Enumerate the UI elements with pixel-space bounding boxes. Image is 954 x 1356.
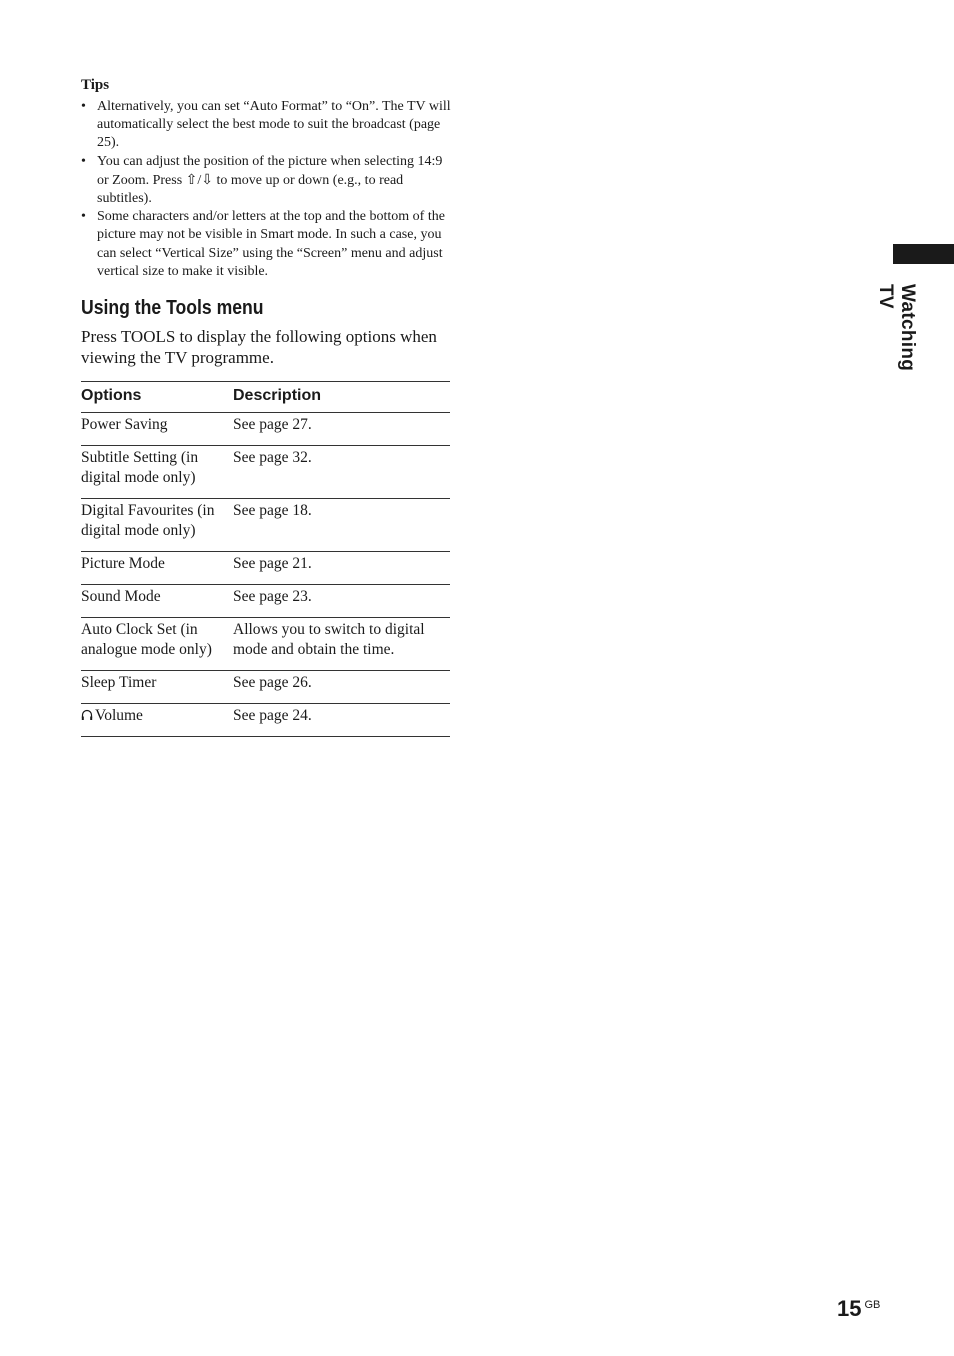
option-cell: Picture Mode — [81, 552, 233, 585]
section-side-label: Watching TV — [875, 284, 918, 372]
page-number-suffix: GB — [864, 1299, 881, 1311]
tip-item: • Some characters and/or letters at the top and the bottom of the picture may not be visible in Smart mode. In such a case, you can select “Vertical Size” using the “Screen” menu and adjust vertical size to make it visible. — [81, 208, 453, 281]
option-cell: Sleep Timer — [81, 671, 233, 704]
tip-text: You can adjust the position of the picture when selecting 14:9 or Zoom. Press — [97, 153, 443, 188]
table-row — [81, 413, 450, 446]
column-header-description: Description — [233, 382, 450, 413]
option-cell: Subtitle Setting (in digital mode only) — [81, 446, 233, 499]
description-cell: See page 18. — [233, 499, 450, 552]
section-intro: Press TOOLS to display the following options when viewing the TV programme. — [81, 327, 437, 367]
table-row — [81, 499, 450, 552]
tools-options-table — [81, 381, 450, 737]
table-row — [81, 552, 450, 585]
description-cell: See page 32. — [233, 446, 450, 499]
option-cell — [81, 704, 233, 737]
section-title: Using the Tools menu — [81, 297, 264, 319]
tip-item: • Alternatively, you can set “Auto Format” to “On”. The TV will automatically select the best mode to suit the broadcast (page 25). — [81, 98, 453, 153]
table-row — [81, 618, 450, 671]
option-cell: Power Saving — [81, 413, 233, 446]
tip-slash: / — [197, 172, 202, 188]
column-header-options: Options — [81, 382, 233, 413]
arrow-up-icon: ⇧ — [185, 171, 198, 188]
headphones-icon — [81, 709, 93, 721]
description-cell: See page 23. — [233, 585, 450, 618]
description-cell: See page 24. — [233, 704, 450, 737]
table-header-row — [81, 382, 450, 413]
tips-heading: Tips — [81, 77, 110, 93]
table-row — [81, 704, 450, 737]
tip-item — [81, 153, 453, 209]
table-row — [81, 446, 450, 499]
option-cell: Sound Mode — [81, 585, 233, 618]
description-cell: See page 26. — [233, 671, 450, 704]
description-cell: Allows you to switch to digital mode and obtain the time. — [233, 618, 450, 671]
section-tab-marker — [893, 244, 954, 264]
description-cell: See page 21. — [233, 552, 450, 585]
page-number — [837, 1296, 880, 1322]
description-cell: See page 27. — [233, 413, 450, 446]
table-row — [81, 585, 450, 618]
tips-list — [81, 98, 453, 281]
option-cell: Auto Clock Set (in analogue mode only) — [81, 618, 233, 671]
arrow-down-icon: ⇩ — [201, 171, 214, 188]
tip-text: to move up or down (e.g., to read subtitles). — [97, 172, 404, 207]
page-number-value: 15 — [837, 1296, 862, 1321]
table-row — [81, 671, 450, 704]
option-label: Volume — [95, 707, 143, 724]
option-cell: Digital Favourites (in digital mode only) — [81, 499, 233, 552]
